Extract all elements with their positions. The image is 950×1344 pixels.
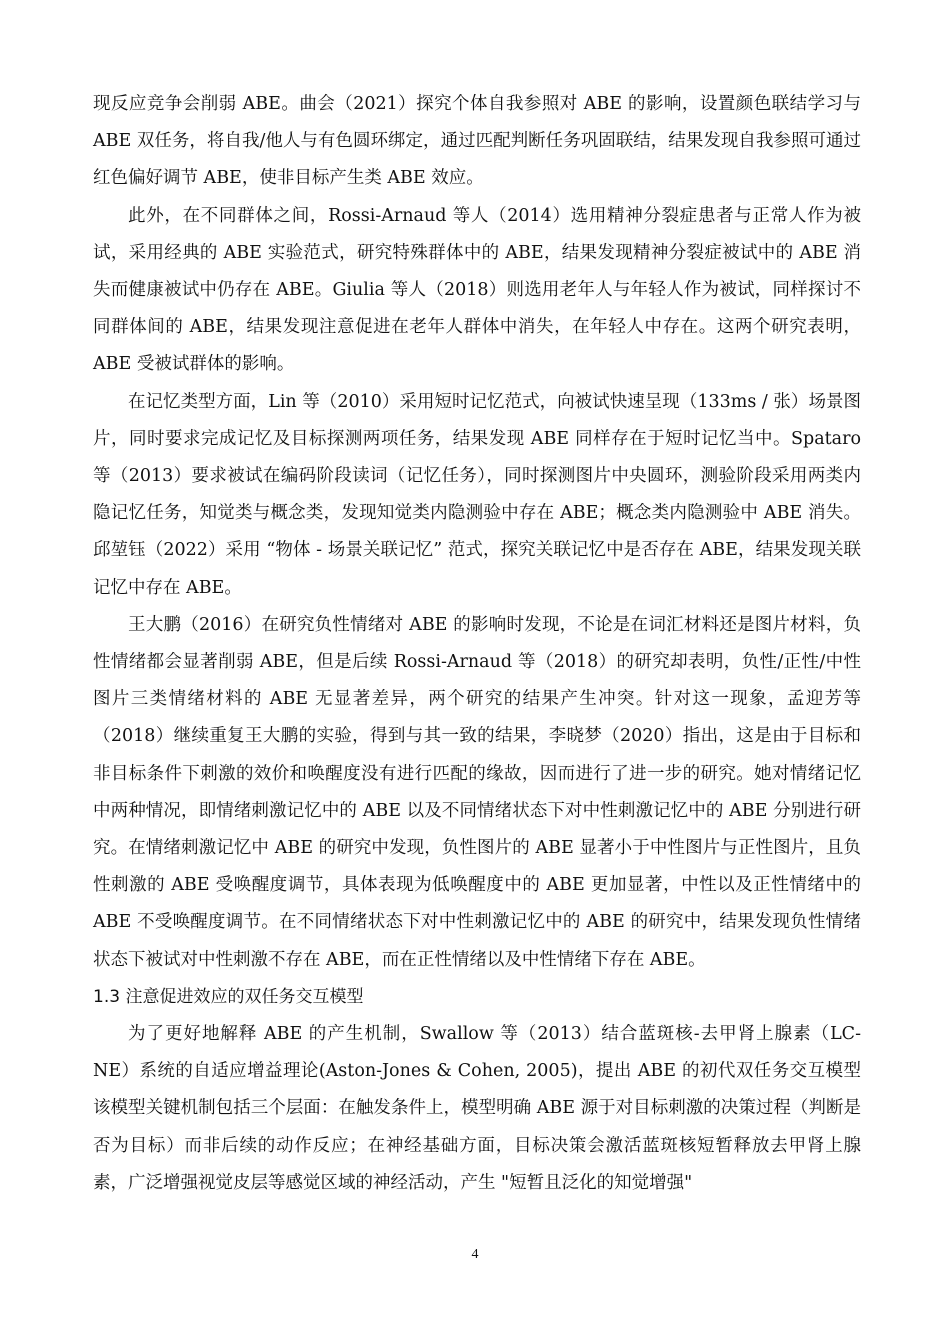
paragraph-populations: 此外，在不同群体之间，Rossi-Arnaud 等人（2014）选用精神分裂症患者与正常人作为被试，采用经典的 ABE 实验范式，研究特殊群体中的 ABE，结果发现精神分裂症被试中的 ABE 消失而健康被试中仍存在 ABE。Giulia 等人（2018）则选用老年人与年轻人作为被试，同样探讨不同群体间的 ABE，结果发现注意促进在老年人群体中消失，在年轻人中存在。这两个研究表明，ABE 受被试群体的影响。	[93, 205, 861, 375]
section-heading: 1.3 注意促进效应的双任务交互模型	[93, 986, 364, 1007]
paragraph-emotion: 王大鹏（2016）在研究负性情绪对 ABE 的影响时发现，不论是在词汇材料还是图片材料，负性情绪都会显著削弱 ABE，但是后续 Rossi-Arnaud 等（2018）的研究却表明，负性/正性/中性图片三类情绪材料的 ABE 无显著差异，两个研究的结果产生冲突。针对这一现象，孟迎芳等（2018）继续重复王大鹏的实验，得到与其一致的结果，李晓梦（2020）指出，这是由于目标和非目标条件下刺激的效价和唤醒度没有进行匹配的缘故，因而进行了进一步的研究。她对情绪记忆中两种情况，即情绪刺激记忆中的 ABE 以及不同情绪状态下对中性刺激记忆中的 ABE 分别进行研究。在情绪刺激记忆中 ABE 的研究中发现，负性图片的 ABE 显著小于中性图片与正性图片，且负性刺激的 ABE 受唤醒度调节，具体表现为低唤醒度中的 ABE 更加显著，中性以及正性情绪中的 ABE 不受唤醒度调节。在不同情绪状态下对中性刺激记忆中的 ABE 的研究中，结果发现负性情绪状态下被试对中性刺激不存在 ABE，而在正性情绪以及中性情绪下存在 ABE。	[93, 614, 861, 970]
body-text	[93, 86, 861, 1202]
page-number: 4	[471, 1247, 479, 1262]
paragraph-memory-types: 在记忆类型方面，Lin 等（2010）采用短时记忆范式，向被试快速呈现（133ms / 张）场景图片，同时要求完成记忆及目标探测两项任务，结果发现 ABE 同样存在于短时记忆当中。Spataro 等（2013）要求被试在编码阶段读词（记忆任务），同时探测图片中央圆环，测验阶段采用两类内隐记忆任务，知觉类与概念类，发现知觉类内隐测验中存在 ABE；概念类内隐测验中 ABE 消失。邱堃钰（2022）采用 “物体 - 场景关联记忆” 范式，探究关联记忆中是否存在 ABE，结果发现关联记忆中存在 ABE。	[93, 391, 861, 598]
paragraph-self-reference: 现反应竞争会削弱 ABE。曲会（2021）探究个体自我参照对 ABE 的影响，设置颜色联结学习与 ABE 双任务，将自我/他人与有色圆环绑定，通过匹配判断任务巩固联结，结果发现自我参照可通过红色偏好调节 ABE，使非目标产生类 ABE 效应。	[93, 94, 861, 189]
paragraph-model: 为了更好地解释 ABE 的产生机制，Swallow 等（2013）结合蓝斑核-去甲肾上腺素（LC-NE）系统的自适应增益理论(Aston-Jones & Cohen, 2005)，提出 ABE 的初代双任务交互模型该模型关键机制包括三个层面：在触发条件上，模型明确 ABE 源于对目标刺激的决策过程（判断是否为目标）而非后续的动作反应；在神经基础方面，目标决策会激活蓝斑核短暂释放去甲肾上腺素，广泛增强视觉皮层等感觉区域的神经活动，产生 "短暂且泛化的知觉增强"	[93, 1024, 861, 1193]
